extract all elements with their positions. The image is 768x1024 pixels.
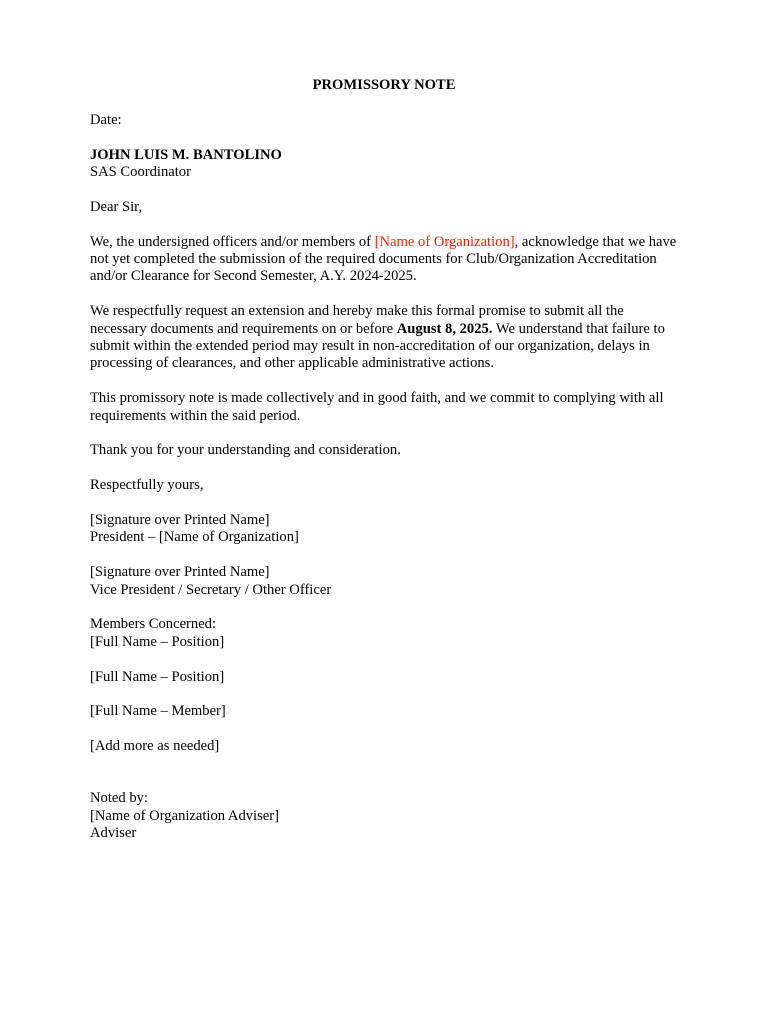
role-president: President – [Name of Organization] <box>90 529 299 546</box>
paragraph-extension-request <box>90 303 680 373</box>
paragraph-extension-after: We understand that failure to submit within the extended period may result in non-accreditation of our organization, delays in processing of clearances, and other applicable administrative actions. <box>90 320 665 372</box>
paragraph-acknowledgement-before: We, the undersigned officers and/or members of <box>90 233 375 250</box>
members-label: Members Concerned: <box>90 616 217 633</box>
noted-by-label: Noted by: <box>90 790 148 807</box>
paragraph-acknowledgement-after: , acknowledge that we have not yet completed the submission of the required documents for Club/Organization Accreditation and/or Clearance for Second Semester, A.Y. 2024-2025. <box>90 233 677 285</box>
adviser-name: [Name of Organization Adviser] <box>90 807 279 824</box>
signature-officer: [Signature over Printed Name] <box>90 564 270 581</box>
member-entry: [Full Name – Position] <box>90 633 225 650</box>
date-label: Date: <box>90 111 122 128</box>
member-entry: [Full Name – Position] <box>90 668 225 685</box>
paragraph-acknowledgement <box>90 234 680 286</box>
recipient-name: JOHN LUIS M. BANTOLINO <box>90 146 282 163</box>
adviser-role: Adviser <box>90 825 137 842</box>
closing-line: Respectfully yours, <box>90 477 204 494</box>
thanks-line: Thank you for your understanding and consideration. <box>90 442 401 459</box>
role-officer: Vice President / Secretary / Other Officer <box>90 581 332 598</box>
salutation: Dear Sir, <box>90 198 143 215</box>
recipient-position: SAS Coordinator <box>90 164 191 180</box>
document-title: PROMISSORY NOTE <box>312 77 456 93</box>
organization-name-placeholder: [Name of Organization] <box>374 233 515 250</box>
document-page <box>90 77 680 843</box>
signature-president: [Signature over Printed Name] <box>90 512 270 529</box>
paragraph-commitment: This promissory note is made collectively and in good faith, and we commit to complying with all requirements within the said period. <box>90 390 664 424</box>
paragraph-extension-before: We respectfully request an extension and hereby make this formal promise to submit all the necessary documents and requirements on or before <box>90 303 624 337</box>
deadline-date: August 8, 2025. <box>396 320 493 337</box>
member-entry: [Add more as needed] <box>90 738 220 755</box>
member-entry: [Full Name – Member] <box>90 703 226 720</box>
